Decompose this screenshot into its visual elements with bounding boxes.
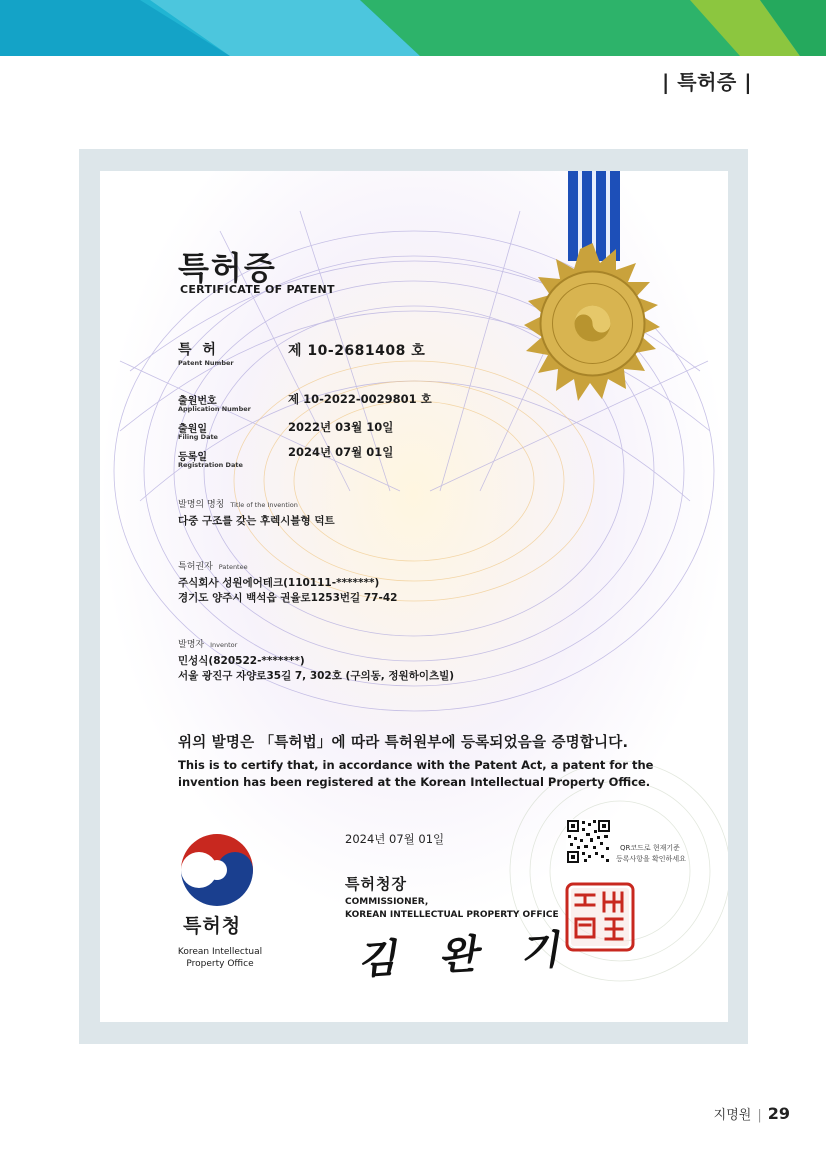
patentee-label-ko: 특허권자 bbox=[178, 562, 213, 572]
filing-date-label-en: Filing Date bbox=[178, 433, 218, 441]
commissioner-en-line1: COMMISSIONER, bbox=[345, 897, 429, 907]
commissioner-signature: 김 완 기 bbox=[356, 925, 581, 984]
page-footer bbox=[714, 1104, 790, 1123]
commissioner-title: 특허청장 bbox=[345, 875, 407, 893]
invention-title: 다중 구조를 갖는 후렉시블형 덕트 bbox=[178, 515, 335, 527]
qr-note-line2: 등록사항을 확인하세요 bbox=[616, 855, 686, 863]
top-decorative-band bbox=[0, 0, 826, 56]
kipo-name-ko: 특허청 bbox=[183, 915, 242, 937]
issue-date: 2024년 07월 01일 bbox=[345, 832, 445, 846]
page-number: 29 bbox=[767, 1104, 790, 1123]
qr-note-line1: QR코드로 현재기준 bbox=[620, 844, 680, 852]
inventor-label-ko: 발명자 bbox=[178, 640, 205, 650]
footer-separator: | bbox=[757, 1108, 762, 1123]
invention-label-ko: 발명의 명칭 bbox=[178, 500, 225, 510]
declaration-en-line1: This is to certify that, in accordance with the Patent Act, a patent for the bbox=[178, 758, 654, 772]
patent-number-label-en: Patent Number bbox=[178, 359, 234, 367]
registration-date-label: 등록일 bbox=[178, 452, 207, 463]
kipo-name-en-line2: Property Office bbox=[186, 959, 254, 969]
certificate-title: 특허증 bbox=[178, 249, 277, 287]
qr-code[interactable] bbox=[566, 819, 611, 864]
filing-date-value: 2022년 03월 10일 bbox=[288, 420, 394, 434]
application-number-label: 출원번호 bbox=[178, 396, 217, 407]
patentee-label bbox=[178, 559, 248, 572]
kipo-taegeuk-logo bbox=[178, 831, 256, 909]
invention-label-en: Title of the Invention bbox=[230, 501, 298, 509]
inventor-label bbox=[178, 637, 237, 650]
commissioner-en-line2: KOREAN INTELLECTUAL PROPERTY OFFICE bbox=[345, 910, 559, 920]
certificate-subtitle: CERTIFICATE OF PATENT bbox=[180, 283, 335, 296]
patentee-name: 주식회사 성원에어테크(110111-*******) bbox=[178, 577, 380, 589]
declaration-en-line2: invention has been registered at the Korean Intellectual Property Office. bbox=[178, 775, 651, 789]
patentee-address: 경기도 양주시 백석읍 권율로1253번길 77-42 bbox=[178, 592, 398, 604]
declaration-ko: 위의 발명은 「특허법」에 따라 특허원부에 등록되었음을 증명합니다. bbox=[178, 735, 629, 751]
patent-certificate bbox=[100, 171, 728, 1022]
filing-date-label: 출원일 bbox=[178, 424, 207, 435]
patentee-label-en: Patentee bbox=[218, 563, 248, 571]
patent-number-value: 제 10-2681408 호 bbox=[288, 343, 426, 359]
inventor-name: 민성식(820522-*******) bbox=[178, 655, 305, 667]
registration-date-value: 2024년 07월 01일 bbox=[288, 445, 394, 459]
inventor-label-en: Inventor bbox=[210, 641, 238, 649]
application-number-value: 제 10-2022-0029801 호 bbox=[288, 392, 432, 406]
section-heading: | 특허증 | bbox=[662, 70, 752, 94]
kipo-name-en bbox=[160, 946, 280, 970]
registration-date-label-en: Registration Date bbox=[178, 461, 243, 469]
inventor-address: 서울 광진구 자양로35길 7, 302호 (구의동, 정원하이츠빌) bbox=[178, 670, 455, 682]
kipo-name-en-line1: Korean Intellectual bbox=[177, 947, 263, 957]
gold-seal bbox=[510, 241, 675, 406]
application-number-label-en: Application Number bbox=[178, 405, 251, 413]
invention-label bbox=[178, 497, 298, 510]
footer-author: 지명원 bbox=[713, 1108, 752, 1123]
patent-number-label: 특 허 bbox=[178, 342, 219, 358]
